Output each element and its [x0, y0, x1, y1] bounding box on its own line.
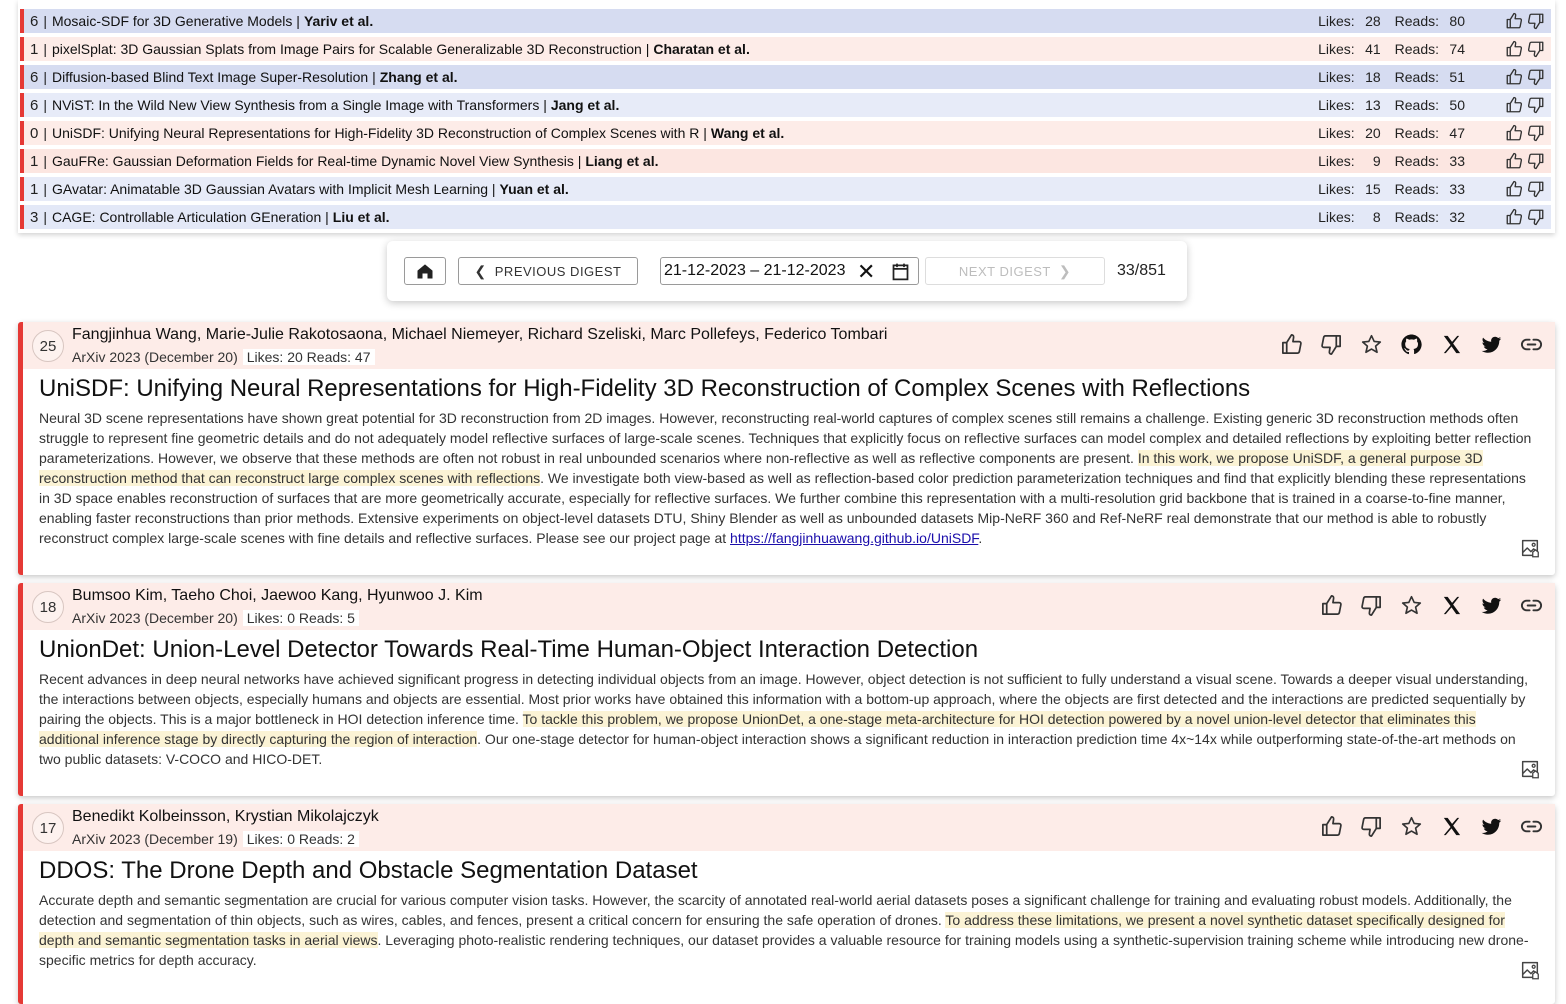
row-stats	[1318, 153, 1479, 169]
row-title[interactable]: NViST: In the Wild New View Synthesis from a Single Image with Transformers |	[51, 97, 547, 113]
x-icon[interactable]	[1440, 333, 1463, 356]
abstract-highlight: To address these limitations, we present a novel synthetic dataset specifically designed for depth and semantic segmentation tasks in aerial views	[39, 912, 1505, 948]
likes-label: Likes:	[1318, 13, 1355, 29]
chevron-right-icon: ❯	[1058, 262, 1072, 279]
row-stats	[1318, 13, 1479, 29]
reads-count: 32	[1449, 209, 1465, 225]
row-title[interactable]: GAvatar: Animatable 3D Gaussian Avatars with Implicit Mesh Learning |	[51, 181, 496, 197]
row-separator: |	[43, 41, 47, 57]
row-actions	[1505, 152, 1545, 170]
digest-nav-bar	[387, 241, 1187, 301]
row-title[interactable]: UniSDF: Unifying Neural Representations for High-Fidelity 3D Reconstruction of Complex Scenes with R |	[51, 125, 707, 141]
reads-label: Reads:	[1394, 41, 1439, 57]
card-header	[23, 583, 1555, 630]
paper-venue: ArXiv 2023 (December 19)	[72, 831, 238, 847]
reads-count: 47	[1449, 125, 1465, 141]
card-actions	[1320, 594, 1543, 617]
abstract-highlight: In this work, we propose UniSDF, a general purpose 3D reconstruction method that can reconstruct large complex scenes with reflections	[39, 450, 1483, 486]
paper-meta	[72, 349, 375, 365]
thumbs-up-icon[interactable]	[1505, 96, 1523, 114]
thumbs-down-icon[interactable]	[1527, 124, 1545, 142]
clear-icon[interactable]: ✕	[857, 259, 876, 284]
paper-authors: Benedikt Kolbeinsson, Krystian Mikolajczyk	[72, 808, 379, 825]
previous-digest-label: PREVIOUS DIGEST	[494, 263, 622, 279]
card-actions	[1320, 815, 1543, 838]
row-title[interactable]: Diffusion-based Blind Text Image Super-Resolution |	[51, 69, 376, 85]
likes-label: Likes:	[1318, 181, 1355, 197]
thumbs-down-icon[interactable]	[1527, 152, 1545, 170]
paper-title[interactable]: UnionDet: Union-Level Detector Towards Real-Time Human-Object Interaction Detection	[39, 636, 979, 663]
row-authors: Charatan et al.	[653, 41, 750, 57]
abstract-text: Recent advances in deep neural networks have achieved significant progress in detecting individual objects from an image. However, object detection is not sufficient to fully understand a visual scene. Towards a deeper visual understanding, the interactions between objects, especially humans and objects are essential. Most prior works have obtained this information with a bottom-up approach, where the objects are first detected and the interactions are predicted sequentially by pairing the objects. This is a major bottleneck in HOI detection inference time.	[39, 671, 1529, 727]
twitter-icon[interactable]	[1480, 594, 1503, 617]
row-authors: Yariv et al.	[303, 13, 374, 29]
reads-count: 50	[1449, 97, 1465, 113]
row-separator: |	[43, 125, 47, 141]
row-stats	[1318, 41, 1479, 57]
row-count: 1	[30, 40, 39, 58]
abstract-text: .	[978, 530, 983, 546]
row-actions	[1505, 12, 1545, 30]
row-authors: Wang et al.	[710, 125, 785, 141]
row-stats	[1318, 69, 1479, 85]
reads-label: Reads:	[1394, 153, 1439, 169]
row-separator: |	[43, 153, 47, 169]
paper-list-row[interactable]	[20, 177, 1551, 201]
paper-meta	[72, 831, 359, 847]
row-separator: |	[43, 209, 47, 225]
reads-label: Reads:	[1394, 125, 1439, 141]
chevron-left-icon: ❮	[474, 262, 487, 279]
card-actions	[1280, 333, 1543, 356]
calendar-icon[interactable]	[890, 261, 911, 282]
thumbs-up-icon[interactable]	[1280, 333, 1303, 356]
likes-label: Likes:	[1318, 97, 1355, 113]
row-actions	[1505, 180, 1545, 198]
thumbs-down-icon[interactable]	[1320, 333, 1343, 356]
row-actions	[1505, 68, 1545, 86]
row-count: 1	[30, 180, 39, 198]
relevance-score: 25	[32, 330, 64, 362]
row-stats	[1318, 209, 1479, 225]
thumbs-up-icon[interactable]	[1320, 594, 1343, 617]
row-separator: |	[43, 181, 47, 197]
thumbs-down-icon[interactable]	[1527, 96, 1545, 114]
paper-stats: Likes: 0 Reads: 5	[243, 610, 359, 626]
thumbs-down-icon[interactable]	[1527, 180, 1545, 198]
paper-abstract	[39, 669, 1539, 769]
paper-list-row[interactable]	[20, 121, 1551, 145]
likes-label: Likes:	[1318, 41, 1355, 57]
likes-label: Likes:	[1318, 153, 1355, 169]
likes-count: 15	[1365, 181, 1381, 197]
row-authors: Yuan et al.	[499, 181, 569, 197]
row-separator: |	[43, 69, 47, 85]
paper-list-row[interactable]	[20, 37, 1551, 61]
paper-list-row[interactable]	[20, 65, 1551, 89]
paper-abstract	[39, 890, 1539, 970]
row-authors: Jang et al.	[550, 97, 620, 113]
paper-meta	[72, 610, 359, 626]
image-preview-icon[interactable]	[1519, 758, 1541, 780]
reads-label: Reads:	[1394, 69, 1439, 85]
image-preview-icon[interactable]	[1519, 537, 1541, 559]
reads-label: Reads:	[1394, 181, 1439, 197]
abstract-text: . Leveraging photo-realistic rendering techniques, our dataset provides a valuable resource for training models using a synthetic-supervision training scheme while introducing new drone-specific metrics for depth accuracy.	[39, 932, 1529, 968]
paper-abstract	[39, 408, 1539, 548]
thumbs-down-icon[interactable]	[1527, 40, 1545, 58]
thumbs-up-icon[interactable]	[1505, 208, 1523, 226]
likes-count: 13	[1365, 97, 1381, 113]
row-count: 6	[30, 96, 39, 114]
paper-list	[18, 0, 1555, 233]
abstract-text: Accurate depth and semantic segmentation are crucial for various computer vision tasks. However, the scarcity of annotated real-world aerial datasets poses a significant challenge for training and evaluating robust models. Additionally, the detection and segmentation of thin objects, such as wires, cables, and fences, present a critical concern for ensuring the safe operation of drones.	[39, 892, 1512, 928]
thumbs-up-icon[interactable]	[1505, 180, 1523, 198]
card-header	[23, 322, 1555, 369]
relevance-score: 17	[32, 812, 64, 844]
likes-count: 28	[1365, 13, 1381, 29]
row-authors: Liu et al.	[332, 209, 390, 225]
row-count: 3	[30, 208, 39, 226]
twitter-icon[interactable]	[1480, 815, 1503, 838]
paper-authors: Fangjinhua Wang, Marie-Julie Rakotosaona, Michael Niemeyer, Richard Szeliski, Marc Pollefeys, Federico Tombari	[72, 326, 888, 343]
abstract-highlight: To tackle this problem, we propose UnionDet, a one-stage meta-architecture for HOI detection powered by a novel union-level detector that eliminates this additional inference stage by directly capturing the region of interaction	[39, 711, 1476, 747]
thumbs-down-icon[interactable]	[1527, 12, 1545, 30]
link-icon[interactable]	[1520, 815, 1543, 838]
paper-card	[18, 583, 1555, 796]
row-title[interactable]: Mosaic-SDF for 3D Generative Models |	[51, 13, 300, 29]
reads-label: Reads:	[1394, 209, 1439, 225]
row-stats	[1318, 125, 1479, 141]
x-icon[interactable]	[1440, 815, 1463, 838]
paper-card	[18, 804, 1555, 1004]
row-count: 6	[30, 12, 39, 30]
row-separator: |	[43, 97, 47, 113]
likes-count: 18	[1365, 69, 1381, 85]
reads-count: 33	[1449, 181, 1465, 197]
paper-list-row[interactable]	[20, 9, 1551, 33]
likes-label: Likes:	[1318, 209, 1355, 225]
thumbs-up-icon[interactable]	[1505, 12, 1523, 30]
likes-count: 8	[1372, 209, 1381, 225]
row-stats	[1318, 181, 1479, 197]
abstract-text: . Our one-stage detector for human-object interaction shows a significant reduction in interaction prediction time 4x~14x while outperforming state-of-the-art methods on two public datasets: V-COCO and HICO-DET.	[39, 731, 1516, 767]
link-icon[interactable]	[1520, 594, 1543, 617]
reads-count: 80	[1449, 13, 1465, 29]
paper-venue: ArXiv 2023 (December 20)	[72, 349, 238, 365]
paper-title[interactable]: UniSDF: Unifying Neural Representations for High-Fidelity 3D Reconstruction of Complex Scenes with Reflections	[39, 375, 1251, 402]
likes-count: 20	[1365, 125, 1381, 141]
thumbs-down-icon[interactable]	[1527, 68, 1545, 86]
row-title[interactable]: GauFRe: Gaussian Deformation Fields for Real-time Dynamic Novel View Synthesis |	[51, 153, 582, 169]
github-icon[interactable]	[1400, 333, 1423, 356]
row-actions	[1505, 124, 1545, 142]
reads-count: 51	[1449, 69, 1465, 85]
home-icon	[415, 261, 435, 281]
likes-count: 9	[1372, 153, 1381, 169]
row-actions	[1505, 96, 1545, 114]
paper-authors: Bumsoo Kim, Taeho Choi, Jaewoo Kang, Hyunwoo J. Kim	[72, 587, 483, 604]
home-button[interactable]	[404, 257, 446, 285]
row-actions	[1505, 40, 1545, 58]
paper-stats: Likes: 20 Reads: 47	[243, 349, 375, 365]
thumbs-up-icon[interactable]	[1320, 815, 1343, 838]
thumbs-up-icon[interactable]	[1505, 124, 1523, 142]
paper-title[interactable]: DDOS: The Drone Depth and Obstacle Segmentation Dataset	[39, 857, 698, 884]
paper-list-row[interactable]	[20, 149, 1551, 173]
reads-count: 74	[1449, 41, 1465, 57]
reads-count: 33	[1449, 153, 1465, 169]
x-icon[interactable]	[1440, 594, 1463, 617]
likes-label: Likes:	[1318, 125, 1355, 141]
row-separator: |	[43, 13, 47, 29]
relevance-score: 18	[32, 591, 64, 623]
likes-count: 41	[1365, 41, 1381, 57]
paper-list-row[interactable]	[20, 205, 1551, 229]
row-count: 6	[30, 68, 39, 86]
digest-page-count: 33/851	[1117, 262, 1166, 279]
thumbs-down-icon[interactable]	[1360, 594, 1383, 617]
date-range-field[interactable]	[660, 257, 919, 285]
row-stats	[1318, 97, 1479, 113]
row-count: 0	[30, 124, 39, 142]
paper-venue: ArXiv 2023 (December 20)	[72, 610, 238, 626]
abstract-text: Neural 3D scene representations have shown great potential for 3D reconstruction from 2D images. However, reconstructing real-world captures of complex scenes still remains a challenge. Existing generic 3D reconstruction methods often struggle to represent fine geometric details and do not adequately model reflective surfaces of large-scale scenes. Techniques that explicitly focus on reflective surfaces can model complex and detailed reflections by exploiting better reflection parameterizations. However, we observe that these methods are often not robust in real unbounded scenarios where non-reflective as well as reflective components are present.	[39, 410, 1532, 466]
likes-label: Likes:	[1318, 69, 1355, 85]
row-authors: Liang et al.	[585, 153, 659, 169]
thumbs-down-icon[interactable]	[1527, 208, 1545, 226]
card-header	[23, 804, 1555, 851]
thumbs-up-icon[interactable]	[1505, 152, 1523, 170]
thumbs-down-icon[interactable]	[1360, 815, 1383, 838]
abstract-text: . We investigate both view-based as well as reflection-based color prediction parameterization techniques and find that explicitly blending these representations in 3D space enables reconstruction of surfaces that are more geometrically accurate, especially for reflective surfaces. We further combine this representation with a multi-resolution grid backbone that is trained in a coarse-to-fine manner, enabling faster reconstructions than prior methods. Extensive experiments on object-level datasets DTU, Shiny Blender as well as unbounded datasets Mip-NeRF 360 and Ref-NeRF real demonstrate that our method is able to robustly reconstruct complex large-scale scenes with fine details and reflective surfaces. Please see our project page at	[39, 470, 1526, 546]
paper-card	[18, 322, 1555, 575]
project-page-link[interactable]: https://fangjinhuawang.github.io/UniSDF	[730, 530, 979, 546]
row-actions	[1505, 208, 1545, 226]
date-range-value: 21-12-2023 – 21-12-2023	[664, 262, 846, 279]
reads-label: Reads:	[1394, 13, 1439, 29]
row-authors: Zhang et al.	[379, 69, 458, 85]
paper-stats: Likes: 0 Reads: 2	[243, 831, 359, 847]
image-preview-icon[interactable]	[1519, 959, 1541, 981]
reads-label: Reads:	[1394, 97, 1439, 113]
previous-digest-button[interactable]	[458, 257, 638, 285]
star-icon[interactable]	[1400, 594, 1423, 617]
link-icon[interactable]	[1520, 333, 1543, 356]
paper-list-row[interactable]	[20, 93, 1551, 117]
thumbs-up-icon[interactable]	[1505, 68, 1523, 86]
next-digest-button[interactable]	[925, 257, 1105, 285]
row-count: 1	[30, 152, 39, 170]
thumbs-up-icon[interactable]	[1505, 40, 1523, 58]
next-digest-label: NEXT DIGEST	[958, 263, 1051, 279]
star-icon[interactable]	[1400, 815, 1423, 838]
twitter-icon[interactable]	[1480, 333, 1503, 356]
row-title[interactable]: CAGE: Controllable Articulation GEneration |	[51, 209, 329, 225]
row-title[interactable]: pixelSplat: 3D Gaussian Splats from Image Pairs for Scalable Generalizable 3D Reconstruction |	[51, 41, 650, 57]
star-icon[interactable]	[1360, 333, 1383, 356]
